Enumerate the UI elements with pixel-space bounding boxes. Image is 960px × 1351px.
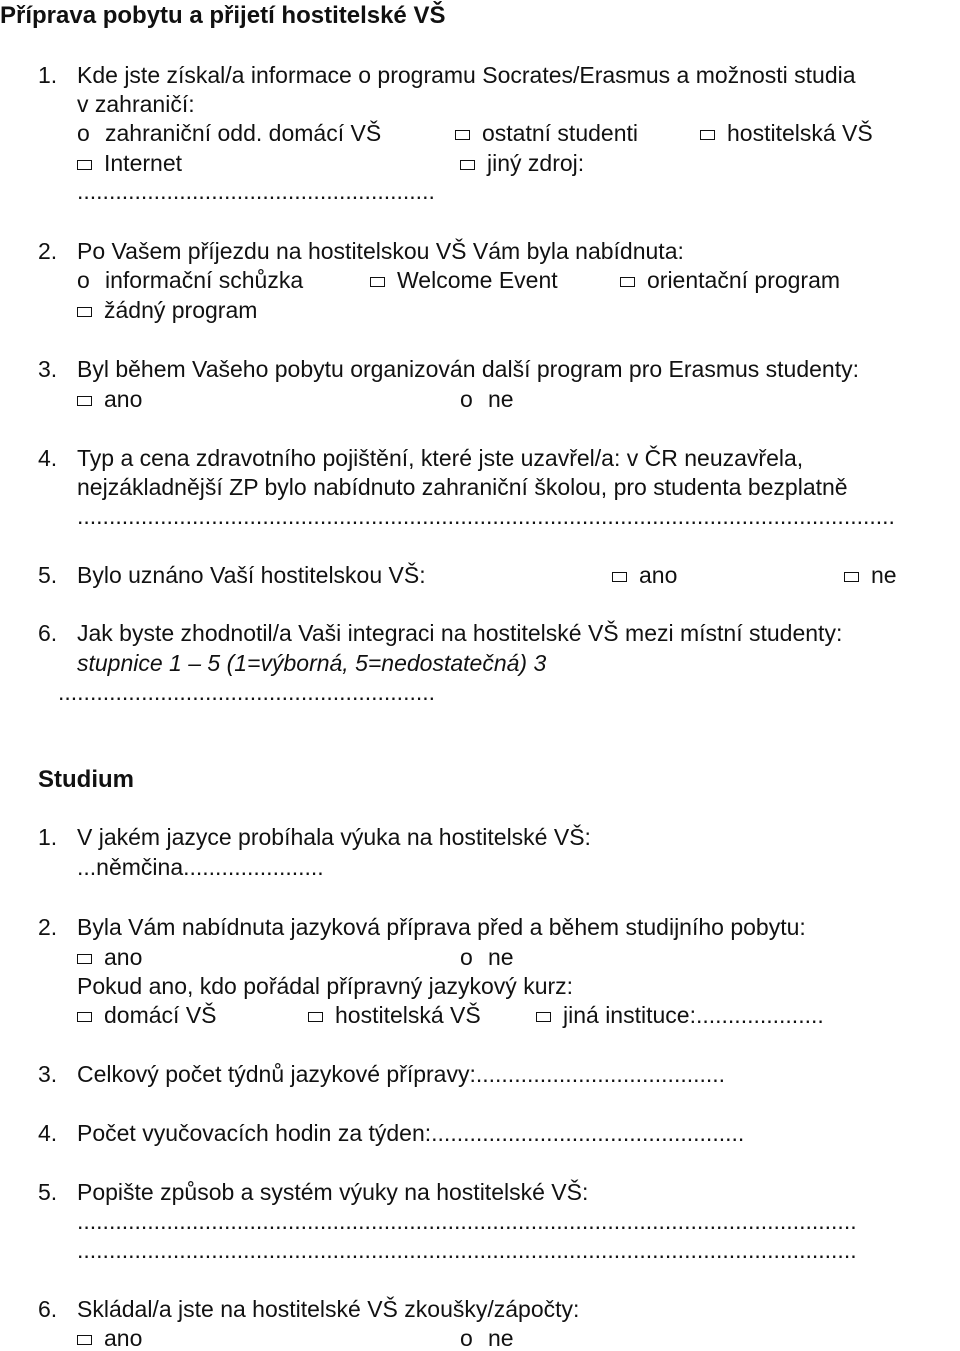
option-label: ano (104, 386, 143, 412)
option-label: Internet (104, 150, 182, 176)
option-label: domácí VŠ (104, 1002, 217, 1028)
selected-marker: o (77, 120, 90, 146)
question-text: Byla Vám nabídnuta jazyková příprava před a během studijního pobytu: (77, 914, 806, 940)
option-label: ano (104, 1325, 143, 1351)
checkbox-icon[interactable] (844, 572, 859, 582)
checkbox-icon[interactable] (77, 1335, 92, 1345)
option-label: Welcome Event (397, 267, 558, 293)
question-number: 3. (38, 1061, 58, 1087)
selected-marker: o (77, 267, 90, 293)
fill-line[interactable]: .......................................................................................................................... (77, 1210, 857, 1233)
checkbox-option[interactable] (77, 388, 142, 411)
checkbox-icon[interactable] (77, 160, 92, 170)
option-label: ostatní studenti (482, 120, 638, 146)
question-number: 6. (38, 1296, 58, 1322)
option-label: ano (639, 562, 678, 588)
question-text: Bylo uznáno Vaší hostitelskou VŠ: (77, 562, 426, 588)
option-label: hostitelská VŠ (335, 1002, 481, 1028)
checkbox-icon[interactable] (536, 1012, 551, 1022)
answer-text: stupnice 1 – 5 (1=výborná, 5=nedostatečná) 3 (77, 650, 547, 676)
question-number: 5. (38, 1179, 58, 1205)
question-number: 1. (38, 62, 58, 88)
question-text: Byl během Vašeho pobytu organizován další program pro Erasmus studenty: (77, 356, 859, 382)
question-number: 2. (38, 238, 58, 264)
checkbox-icon[interactable] (77, 954, 92, 964)
question-text: Pokud ano, kdo pořádal přípravný jazykový kurz: (77, 973, 574, 999)
option-label: ne (488, 944, 514, 970)
option-label: jiná instituce:.................... (563, 1002, 824, 1028)
question-text: v zahraničí: (77, 91, 195, 117)
checkbox-option[interactable] (370, 269, 558, 292)
checkbox-option[interactable] (77, 946, 142, 969)
question-number: 4. (38, 1120, 58, 1146)
checkbox-icon[interactable] (612, 572, 627, 582)
checkbox-option[interactable] (77, 152, 182, 175)
option-label: orientační program (647, 267, 841, 293)
fill-line[interactable]: ........................................................ (77, 178, 435, 204)
question-text: Počet vyučovacích hodin za týden:................................................. (77, 1120, 745, 1146)
fill-line[interactable]: ................................................................................................................................ (77, 505, 895, 528)
option-label: ne (871, 562, 897, 588)
checkbox-icon[interactable] (77, 307, 92, 317)
question-text: V jakém jazyce probíhala výuka na hostitelské VŠ: (77, 824, 591, 850)
option-label: jiný zdroj: (487, 150, 585, 176)
option-label: zahraniční odd. domácí VŠ (105, 120, 382, 146)
question-number: 4. (38, 445, 58, 471)
checkbox-icon[interactable] (308, 1012, 323, 1022)
selected-marker: o (460, 1325, 473, 1351)
question-text: Celkový počet týdnů jazykové přípravy:....................................... (77, 1061, 726, 1087)
checkbox-option[interactable] (77, 1327, 142, 1350)
checkbox-icon[interactable] (460, 160, 475, 170)
question-number: 2. (38, 914, 58, 940)
question-number: 1. (38, 824, 58, 850)
checkbox-option[interactable] (620, 269, 840, 292)
checkbox-icon[interactable] (77, 396, 92, 406)
checkbox-icon[interactable] (370, 277, 385, 287)
question-text: Popište způsob a systém výuky na hostitelské VŠ: (77, 1179, 589, 1205)
fill-line[interactable]: ........................................................... (58, 679, 436, 705)
checkbox-option[interactable] (700, 122, 873, 145)
question-text: Skládal/a jste na hostitelské VŠ zkoušky/zápočty: (77, 1296, 580, 1322)
option-label: žádný program (104, 297, 258, 323)
checkbox-option[interactable] (460, 152, 584, 175)
checkbox-option[interactable] (455, 122, 638, 145)
checkbox-option[interactable] (536, 1004, 824, 1027)
checkbox-icon[interactable] (77, 1012, 92, 1022)
option-label: ne (488, 1325, 514, 1351)
checkbox-option[interactable] (308, 1004, 481, 1027)
question-text: Typ a cena zdravotního pojištění, které jste uzavřel/a: v ČR neuzavřela, (77, 445, 804, 471)
option-label: ano (104, 944, 143, 970)
checkbox-icon[interactable] (455, 130, 470, 140)
option-label: informační schůzka (105, 267, 304, 293)
fill-line[interactable]: .......................................................................................................................... (77, 1239, 857, 1262)
checkbox-icon[interactable] (700, 130, 715, 140)
selected-marker: o (460, 944, 473, 970)
checkbox-option[interactable] (77, 1004, 217, 1027)
question-number: 6. (38, 620, 58, 646)
question-number: 5. (38, 562, 58, 588)
checkbox-option[interactable] (77, 299, 257, 322)
question-text: Jak byste zhodnotil/a Vaši integraci na hostitelské VŠ mezi místní studenty: (77, 620, 843, 646)
option-label: ne (488, 386, 514, 412)
section-title: Příprava pobytu a přijetí hostitelské VŠ (0, 2, 446, 29)
question-number: 3. (38, 356, 58, 382)
answer-text: ...němčina...................... (77, 854, 324, 880)
option-label: hostitelská VŠ (727, 120, 873, 146)
checkbox-option[interactable] (612, 564, 677, 587)
selected-marker: o (460, 386, 473, 412)
section-title: Studium (38, 766, 134, 793)
question-text: Kde jste získal/a informace o programu Socrates/Erasmus a možnosti studia (77, 62, 856, 88)
checkbox-icon[interactable] (620, 277, 635, 287)
question-text: Po Vašem příjezdu na hostitelskou VŠ Vám byla nabídnuta: (77, 238, 684, 264)
checkbox-option[interactable] (844, 564, 897, 587)
answer-text: nejzákladnější ZP bylo nabídnuto zahraniční školou, pro studenta bezplatně (77, 474, 848, 500)
